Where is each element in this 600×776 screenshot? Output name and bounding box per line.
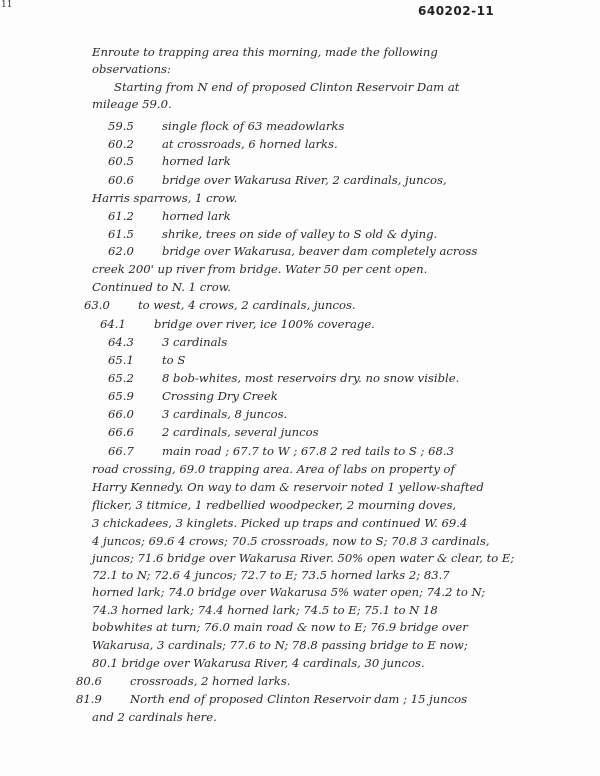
- mileage-label: 64.1: [100, 317, 126, 331]
- note-line: horned lark; 74.0 bridge over Wakarusa 5% water open; 74.2 to N;: [92, 585, 486, 599]
- note-line: Harry Kennedy. On way to dam & reservoir noted 1 yellow-shafted: [92, 480, 484, 494]
- note-line: bridge over river, ice 100% coverage.: [154, 317, 375, 331]
- note-line: mileage 59.0.: [92, 97, 172, 111]
- note-line: single flock of 63 meadowlarks: [162, 119, 345, 133]
- note-line: Wakarusa, 3 cardinals; 77.6 to N; 78.8 passing bridge to E now;: [92, 638, 468, 652]
- note-line: Harris sparrows, 1 crow.: [92, 191, 238, 205]
- mileage-label: 64.3: [108, 335, 134, 349]
- mileage-label: 61.5: [108, 227, 134, 241]
- note-line: main road ; 67.7 to W ; 67.8 2 red tails to S ; 68.3: [162, 444, 454, 458]
- note-line: North end of proposed Clinton Reservoir dam ; 15 juncos: [130, 692, 468, 706]
- note-line: 3 cardinals: [162, 335, 228, 349]
- note-line: bridge over Wakarusa, beaver dam completely across: [162, 244, 478, 258]
- mileage-label: 66.7: [108, 444, 134, 458]
- note-line: shrike, trees on side of valley to S old & dying.: [162, 227, 438, 241]
- note-line: 2 cardinals, several juncos: [162, 425, 319, 439]
- note-line: horned lark: [162, 209, 231, 223]
- note-line: 8 bob-whites, most reservoirs dry. no snow visible.: [162, 371, 460, 385]
- note-line: Crossing Dry Creek: [162, 389, 278, 403]
- note-line: 72.1 to N; 72.6 4 juncos; 72.7 to E; 73.5 horned larks 2; 83.7: [92, 568, 450, 582]
- note-line: at crossroads, 6 horned larks.: [162, 137, 338, 151]
- note-line: 3 cardinals, 8 juncos.: [162, 407, 288, 421]
- note-line: 3 chickadees, 3 kinglets. Picked up traps and continued W. 69.4: [92, 516, 468, 530]
- note-line: horned lark: [162, 154, 231, 168]
- mileage-label: 63.0: [84, 298, 110, 312]
- mileage-label: 65.2: [108, 371, 134, 385]
- mileage-label: 65.1: [108, 353, 134, 367]
- mileage-label: 81.9: [76, 692, 102, 706]
- note-line: creek 200' up river from bridge. Water 50 per cent open.: [92, 262, 428, 276]
- note-line: Enroute to trapping area this morning, made the following: [92, 45, 438, 59]
- mileage-label: 66.6: [108, 425, 134, 439]
- mileage-label: 80.6: [76, 674, 102, 688]
- corner-mark: 11: [1, 0, 13, 10]
- note-line: 74.3 horned lark; 74.4 horned lark; 74.5 to E; 75.1 to N 18: [92, 603, 438, 617]
- mileage-label: 60.2: [108, 137, 134, 151]
- note-line: Starting from N end of proposed Clinton Reservoir Dam at: [114, 80, 460, 94]
- mileage-label: 66.0: [108, 407, 134, 421]
- note-line: flicker, 3 titmice, 1 redbellied woodpecker, 2 mourning doves,: [92, 498, 457, 512]
- mileage-label: 59.5: [108, 119, 134, 133]
- note-line: observations:: [92, 62, 171, 76]
- note-line: juncos; 71.6 bridge over Wakarusa River. 50% open water & clear, to E;: [92, 551, 515, 565]
- note-line: and 2 cardinals here.: [92, 710, 217, 724]
- note-line: road crossing, 69.0 trapping area. Area of labs on property of: [92, 462, 455, 476]
- note-line: to S: [162, 353, 186, 367]
- note-line: to west, 4 crows, 2 cardinals, juncos.: [138, 298, 356, 312]
- mileage-label: 60.5: [108, 154, 134, 168]
- note-line: crossroads, 2 horned larks.: [130, 674, 291, 688]
- document-id: 640202-11: [418, 4, 495, 18]
- mileage-label: 60.6: [108, 173, 134, 187]
- mileage-label: 62.0: [108, 244, 134, 258]
- note-line: 80.1 bridge over Wakarusa River, 4 cardinals, 30 juncos.: [92, 656, 425, 670]
- mileage-label: 61.2: [108, 209, 134, 223]
- note-line: bobwhites at turn; 76.0 main road & now to E; 76.9 bridge over: [92, 620, 468, 634]
- mileage-label: 65.9: [108, 389, 134, 403]
- note-line: Continued to N. 1 crow.: [92, 280, 231, 294]
- note-line: 4 juncos; 69.6 4 crows; 70.5 crossroads, now to S; 70.8 3 cardinals,: [92, 534, 490, 548]
- note-line: bridge over Wakarusa River, 2 cardinals, juncos,: [162, 173, 447, 187]
